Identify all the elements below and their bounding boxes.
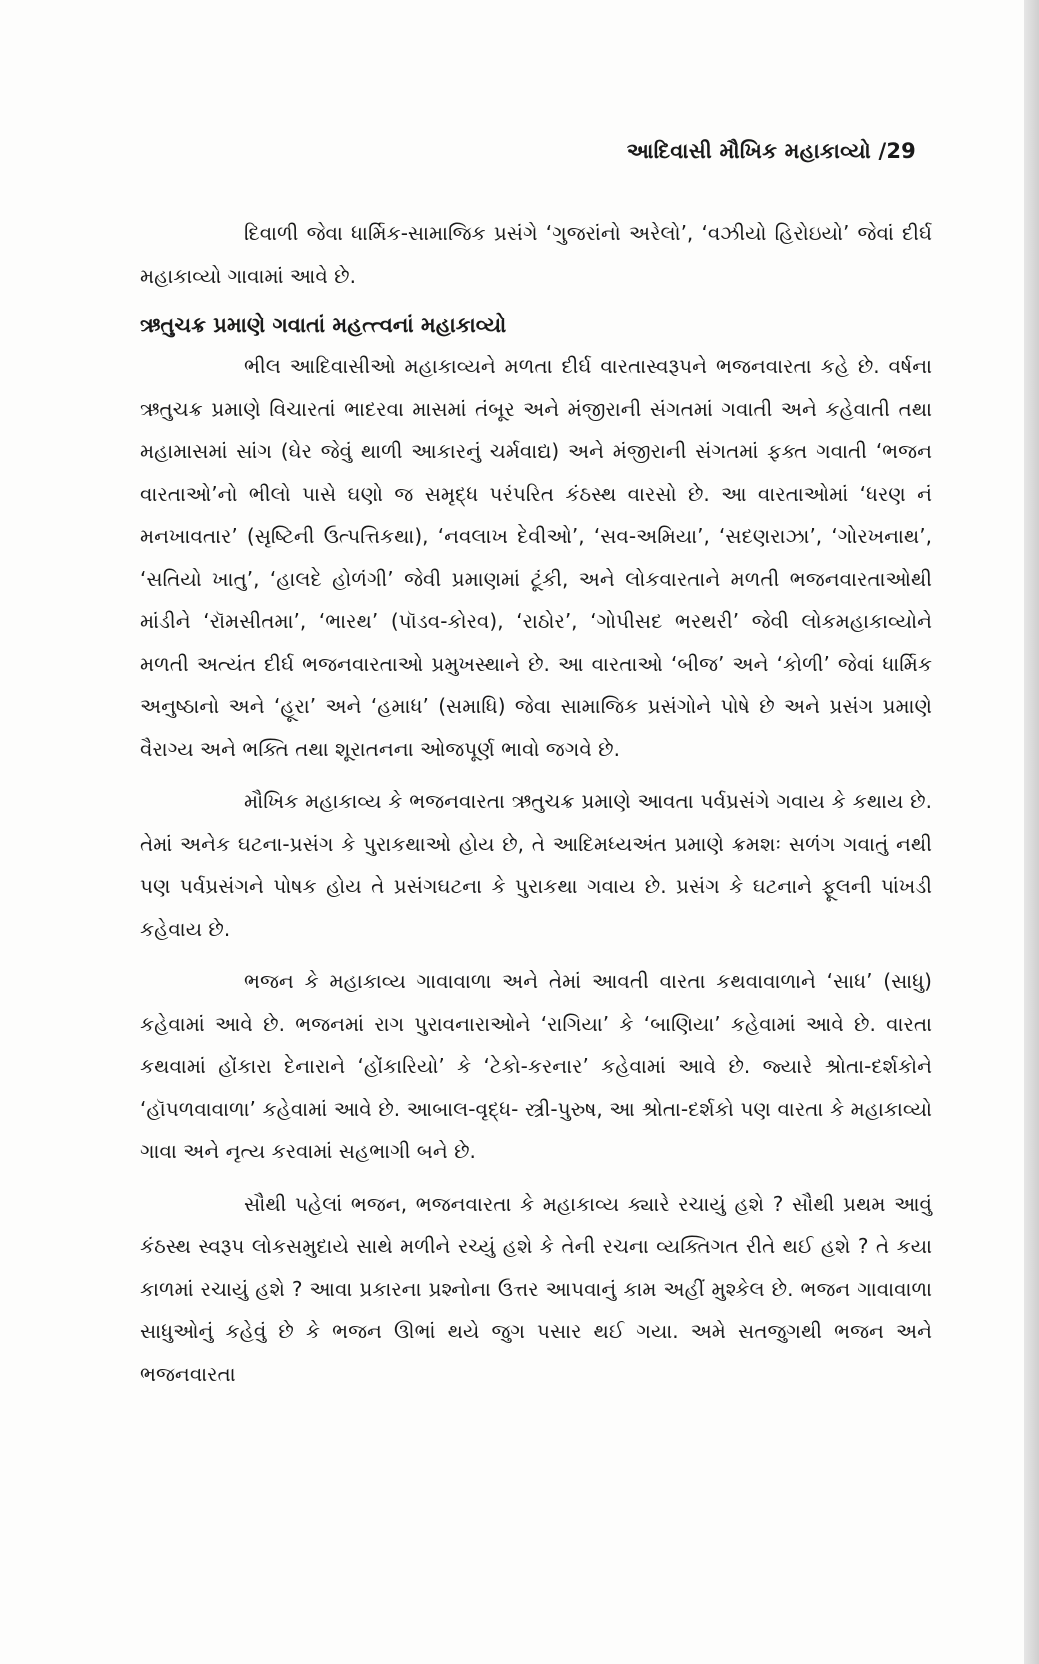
paragraph-1: દિવાળી જેવા ધાર્મિક-સામાજિક પ્રસંગે ‘ગુજરાંનો અરેલો’, ‘વઝીયો હિરોઇયો’ જેવાં દીર્ઘ મહાકાવ્યો ગાવામાં આવે છે. xyxy=(140,221,932,288)
paragraph-5: સૌથી પહેલાં ભજન, ભજનવારતા કે મહાકાવ્ય ક્યારે રચાયું હશે ? સૌથી પ્રથમ આવું કંઠસ્થ સ્વરૂપ લોકસમુદાયે સાથે મળીને રચ્યું હશે કે તેની રચના વ્યક્તિગત રીતે થઈ હશે ? તે કયા કાળમાં રચાયું હશે ? આવા પ્રકારના પ્રશ્નોના ઉત્તર આપવાનું કામ અહીં મુશ્કેલ છે. ભજન ગાવાવાળા સાધુઓનું કહેવું છે કે ભજન ઊભાં થયે જુગ પસાર થઈ ગયા. અમે સતજુગથી ભજન અને ભજનવારતા xyxy=(140,1191,932,1386)
running-header: આદિવાસી મૌખિક મહાકાવ્યો /29 xyxy=(626,139,916,163)
section-heading: ઋતુચક્ર પ્રમાણે ગવાતાં મહત્ત્વનાં મહાકાવ્યો xyxy=(140,313,507,337)
paragraph-3: મૌખિક મહાકાવ્ય કે ભજનવારતા ઋતુચક્ર પ્રમાણે આવતા પર્વપ્રસંગે ગવાય કે કથાય છે. તેમાં અનેક ઘટના-પ્રસંગ કે પુરાકથાઓ હોય છે, તે આદિમધ્યઅંત પ્રમાણે ક્રમશઃ સળંગ ગવાતું નથી પણ પર્વપ્રસંગને પોષક હોય તે પ્રસંગઘટના કે પુરાકથા ગવાય છે. પ્રસંગ કે ઘટનાને ફૂલની પાંખડી કહેવાય છે. xyxy=(140,789,932,941)
paragraph-2: ભીલ આદિવાસીઓ મહાકાવ્યને મળતા દીર્ઘ વારતાસ્વરૂપને ભજનવારતા કહે છે. વર્ષના ઋતુચક્ર પ્રમાણે વિચારતાં ભાદરવા માસમાં તંબૂર અને મંજીરાની સંગતમાં ગવાતી અને કહેવાતી તથા મહામાસમાં સાંગ (ઘેર જેવું થાળી આકારનું ચર્મવાદ્ય) અને મંજીરાની સંગતમાં ફક્ત ગવાતી ‘ભજન વારતાઓ’નો ભીલો પાસે ઘણો જ સમૃદ્ધ પરંપરિત કંઠસ્થ વારસો છે. આ વારતાઓમાં ‘ધરણ નં મનખાવતાર’ (સૃષ્ટિની ઉત્પત્તિકથા), ‘નવલાખ દેવીઓ’, ‘સવ-અમિયા’, ‘સદણરાઝા’, ‘ગોરખનાથ’, ‘સતિયો ખાતુ’, ‘હાલદે હોળંગી’ જેવી પ્રમાણમાં ટૂંકી, અને લોકવારતાને મળતી ભજનવારતાઓથી માંડીને ‘રૉમસીતમા’, ‘ભારથ’ (પૉડવ-કોરવ), ‘રાઠોર’, ‘ગોપીસદ ભરથરી’ જેવી લોકમહાકાવ્યોને મળતી અત્યંત દીર્ઘ ભજનવારતાઓ પ્રમુખસ્થાને છે. આ વારતાઓ ‘બીજ’ અને ‘કોળી’ જેવાં ધાર્મિક અનુષ્ઠાનો અને ‘હૂરા’ અને ‘હમાધ’ (સમાધિ) જેવા સામાજિક પ્રસંગોને પોષે છે અને પ્રસંગ પ્રમાણે વૈરાગ્ય અને ભક્તિ તથા શૂરાતનના ઓજપૂર્ણ ભાવો જગવે છે. xyxy=(140,354,932,761)
paragraph-4: ભજન કે મહાકાવ્ય ગાવાવાળા અને તેમાં આવતી વારતા કથવાવાળાને ‘સાધ’ (સાધુ) કહેવામાં આવે છે. ભજનમાં રાગ પુરાવનારાઓને ‘રાગિયા’ કે ‘બાણિયા’ કહેવામાં આવે છે. વારતા કથવામાં હોંકારા દેનારાને ‘હોંકારિયો’ કે ‘ટેકો-કરનાર’ કહેવામાં આવે છે. જ્યારે શ્રોતા-દર્શકોને ‘હૉપળવાવાળા’ કહેવામાં આવે છે. આબાલ-વૃદ્ધ- સ્ત્રી-પુરુષ, આ શ્રોતા-દર્શકો પણ વારતા કે મહાકાવ્યો ગાવા અને નૃત્ય કરવામાં સહભાગી બને છે. xyxy=(140,969,932,1163)
page-edge-shadow xyxy=(1024,0,1039,1664)
page-body xyxy=(140,212,932,1395)
